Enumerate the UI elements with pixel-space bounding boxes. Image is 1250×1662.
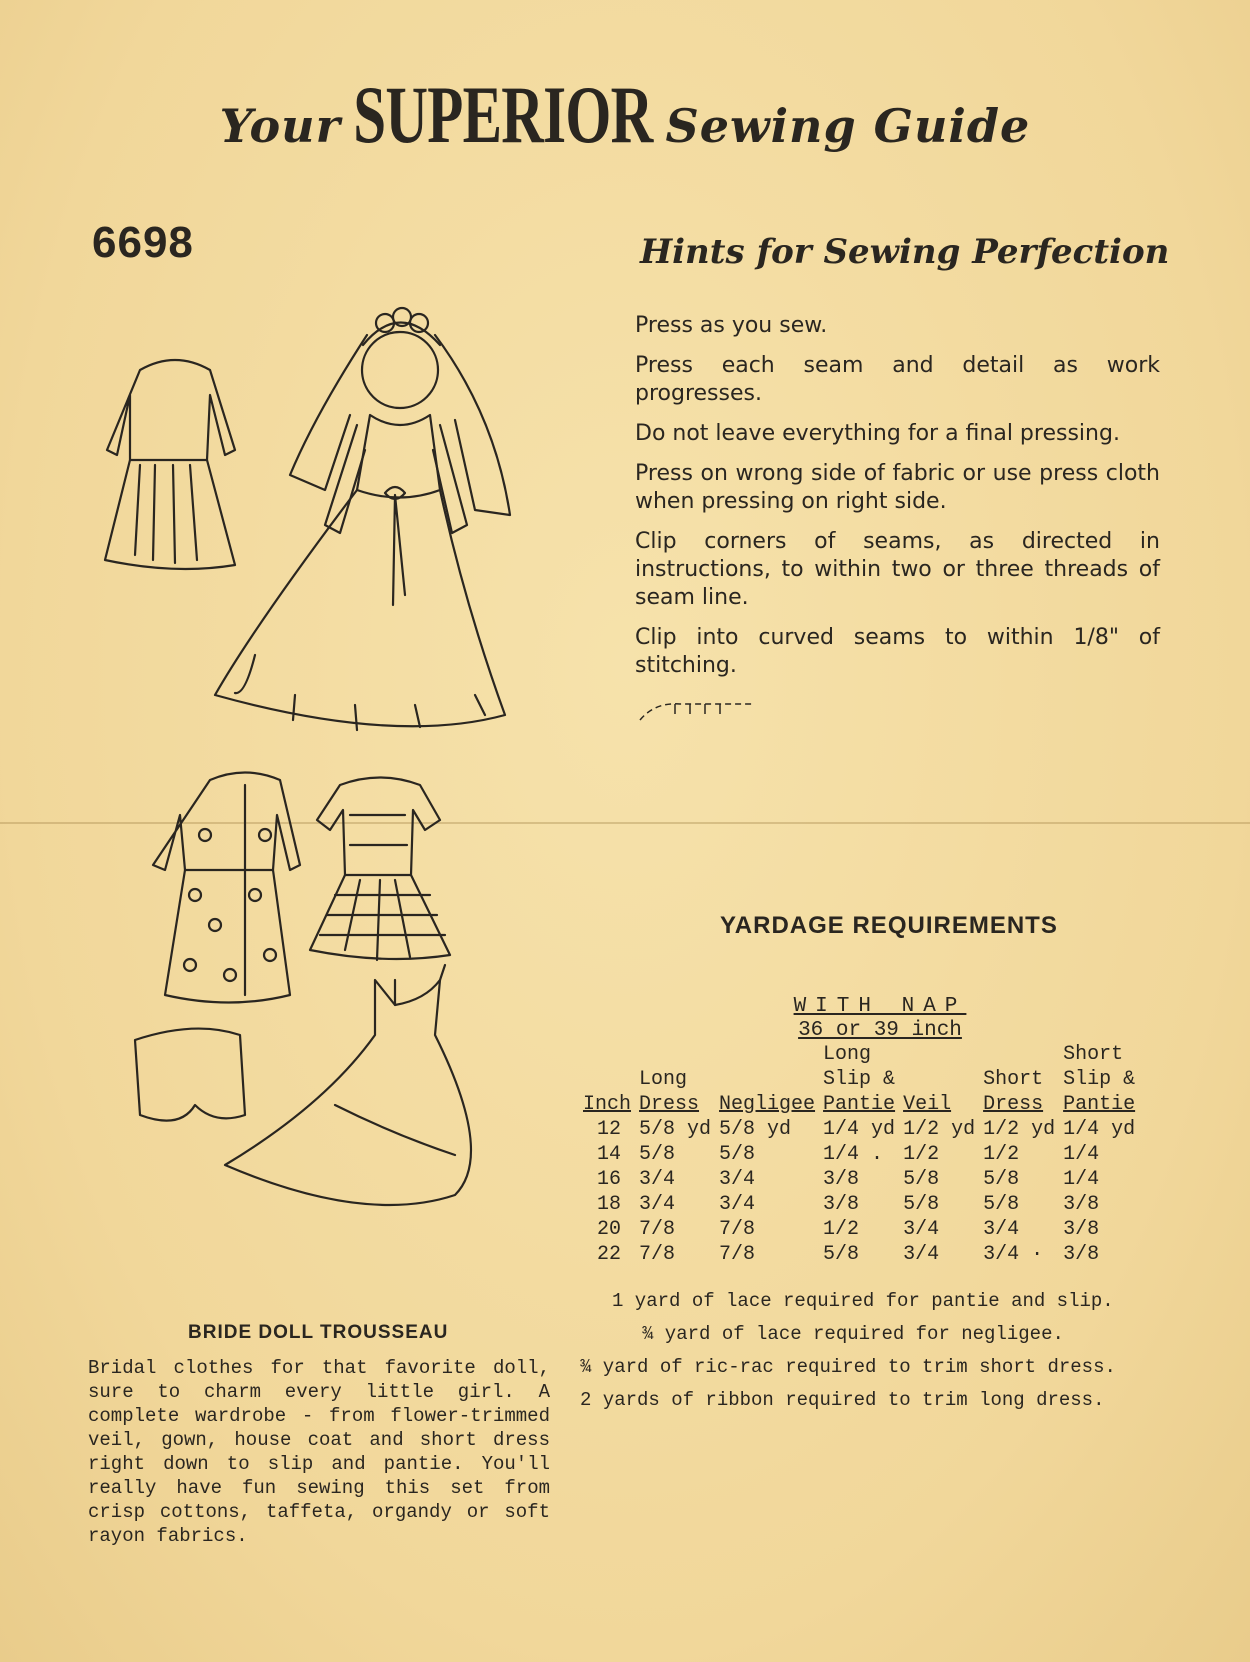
table-row bbox=[583, 1217, 1143, 1242]
pantie-illustration bbox=[135, 1029, 245, 1121]
column-top: Short bbox=[1063, 1043, 1124, 1066]
table-cell: 7/8 bbox=[639, 1218, 676, 1241]
table-cell: 3/8 bbox=[1063, 1193, 1100, 1216]
table-cell: 5/8 bbox=[823, 1243, 860, 1266]
table-cell: 3/4 bbox=[639, 1193, 676, 1216]
table-row bbox=[583, 1192, 1143, 1217]
nap-header bbox=[780, 995, 980, 1043]
hint-item: Clip into curved seams to within 1/8" of stitching. bbox=[635, 625, 1160, 678]
title-script-left: Your bbox=[219, 99, 341, 153]
yardage-note: 2 yards of ribbon required to trim long dress. bbox=[580, 1389, 1105, 1411]
short-dress-illustration bbox=[310, 778, 450, 961]
table-cell: 3/4 bbox=[983, 1218, 1020, 1241]
column-header bbox=[903, 1092, 983, 1117]
column-header bbox=[719, 1092, 823, 1117]
table-cell: 7/8 bbox=[719, 1243, 756, 1266]
hint-item: Clip corners of seams, as directed in instructions, to within two or three threads of seam line. bbox=[635, 529, 1160, 610]
yardage-title: YARDAGE REQUIREMENTS bbox=[720, 912, 1058, 939]
table-row bbox=[583, 1167, 1143, 1192]
table-cell: 1/4 yd bbox=[823, 1118, 896, 1141]
stitching-diagram bbox=[635, 692, 765, 722]
table-cell: 1/2 yd bbox=[903, 1118, 976, 1141]
table-cell: 12 bbox=[597, 1118, 622, 1141]
column-header bbox=[983, 1092, 1063, 1117]
table-cell: 14 bbox=[597, 1143, 622, 1166]
table-header-row-mid bbox=[583, 1067, 1143, 1092]
column-top bbox=[903, 1042, 983, 1067]
hint-item: Press each seam and detail as work progresses. bbox=[635, 353, 1160, 406]
yardage-note: 1 yard of lace required for pantie and slip. bbox=[612, 1290, 1114, 1312]
column-header-label: Veil bbox=[903, 1093, 952, 1116]
table-cell: 16 bbox=[597, 1168, 622, 1191]
column-header bbox=[583, 1092, 639, 1117]
table-cell: 7/8 bbox=[719, 1218, 756, 1241]
table-cell: 22 bbox=[597, 1243, 622, 1266]
table-cell: 3/8 bbox=[1063, 1243, 1100, 1266]
title-brand: SUPERIOR bbox=[353, 69, 653, 160]
column-mid bbox=[719, 1067, 823, 1092]
table-cell: 1/2 bbox=[983, 1143, 1020, 1166]
column-header bbox=[1063, 1092, 1143, 1117]
column-header-label: Dress bbox=[983, 1093, 1044, 1116]
table-cell: 3/4 bbox=[639, 1168, 676, 1191]
yardage-note: ¾ yard of lace required for negligee. bbox=[642, 1323, 1064, 1345]
hints-title: Hints for Sewing Perfection bbox=[640, 232, 1170, 272]
column-top bbox=[719, 1042, 823, 1067]
column-header bbox=[823, 1092, 903, 1117]
table-cell: 3/4 bbox=[903, 1218, 940, 1241]
column-mid bbox=[583, 1067, 639, 1092]
table-row bbox=[583, 1242, 1143, 1267]
table-cell: 5/8 bbox=[639, 1143, 676, 1166]
nap-label: WITH NAP bbox=[793, 995, 967, 1018]
column-header bbox=[639, 1092, 719, 1117]
table-cell: 1/4 bbox=[1063, 1143, 1100, 1166]
table-row bbox=[583, 1117, 1143, 1142]
table-cell: 20 bbox=[597, 1218, 622, 1241]
table-cell: 1/4 . bbox=[823, 1143, 884, 1166]
title-script-right: Sewing Guide bbox=[665, 99, 1031, 153]
table-cell: 5/8 bbox=[983, 1193, 1020, 1216]
garment-illustrations bbox=[95, 275, 565, 1275]
hint-item: Press on wrong side of fabric or use press cloth when pressing on right side. bbox=[635, 461, 1160, 514]
table-cell: 5/8 yd bbox=[639, 1118, 712, 1141]
table-cell: 1/2 bbox=[903, 1143, 940, 1166]
table-cell: 5/8 bbox=[719, 1143, 756, 1166]
column-header-label: Inch bbox=[583, 1093, 632, 1116]
table-cell: 1/2 yd bbox=[983, 1118, 1056, 1141]
table-header-row-top bbox=[583, 1042, 1143, 1067]
column-header-label: Dress bbox=[639, 1093, 700, 1116]
table-cell: 3/8 bbox=[823, 1193, 860, 1216]
table-cell: 1/4 yd bbox=[1063, 1118, 1136, 1141]
table-header-row bbox=[583, 1092, 1143, 1117]
column-mid: Slip & bbox=[823, 1068, 896, 1091]
column-mid: Short bbox=[983, 1068, 1044, 1091]
table-cell: 5/8 bbox=[903, 1193, 940, 1216]
hints-list bbox=[635, 312, 1160, 730]
column-mid: Slip & bbox=[1063, 1068, 1136, 1091]
table-cell: 5/8 bbox=[903, 1168, 940, 1191]
yardage-table bbox=[583, 1042, 1143, 1267]
table-cell: 3/4 bbox=[719, 1193, 756, 1216]
house-coat-illustration bbox=[153, 773, 300, 1003]
table-cell: 3/4 · bbox=[983, 1243, 1044, 1266]
table-cell: 5/8 yd bbox=[719, 1118, 792, 1141]
bride-doll-illustration bbox=[215, 308, 510, 730]
column-mid: Long bbox=[639, 1068, 688, 1091]
column-top: Long bbox=[823, 1043, 872, 1066]
column-top bbox=[639, 1042, 719, 1067]
table-cell: 3/4 bbox=[903, 1243, 940, 1266]
table-cell: 3/8 bbox=[1063, 1218, 1100, 1241]
back-view-dress-illustration bbox=[105, 360, 235, 569]
description-title: BRIDE DOLL TROUSSEAU bbox=[188, 1322, 449, 1343]
hint-item: Press as you sew. bbox=[635, 313, 828, 338]
table-cell: 1/4 bbox=[1063, 1168, 1100, 1191]
column-mid bbox=[903, 1067, 983, 1092]
column-header-label: Pantie bbox=[1063, 1093, 1136, 1116]
table-cell: 7/8 bbox=[639, 1243, 676, 1266]
table-row bbox=[583, 1142, 1143, 1167]
table-cell: 18 bbox=[597, 1193, 622, 1216]
yardage-notes bbox=[580, 1285, 1180, 1417]
table-cell: 1/2 bbox=[823, 1218, 860, 1241]
column-top bbox=[583, 1042, 639, 1067]
page-title bbox=[0, 68, 1250, 168]
table-cell: 3/4 bbox=[719, 1168, 756, 1191]
description-text: Bridal clothes for that favorite doll, sure to charm every little girl. A complete wardrobe - from flower-trimmed veil, gown, house coat and short dress right down to slip and pantie. You'll really have fun sewing this set from crisp cottons, taffeta, organdy or soft rayon fabrics. bbox=[88, 1357, 550, 1547]
fabric-width-label: 36 or 39 inch bbox=[798, 1019, 962, 1042]
hint-item: Do not leave everything for a final pressing. bbox=[635, 421, 1120, 446]
column-top bbox=[983, 1042, 1063, 1067]
pattern-number: 6698 bbox=[92, 218, 194, 267]
column-header-label: Pantie bbox=[823, 1093, 896, 1116]
column-header-label: Negligee bbox=[719, 1093, 816, 1116]
table-cell: 3/8 bbox=[823, 1168, 860, 1191]
yardage-note: ¾ yard of ric-rac required to trim short dress. bbox=[580, 1356, 1116, 1378]
table-cell: 5/8 bbox=[983, 1168, 1020, 1191]
